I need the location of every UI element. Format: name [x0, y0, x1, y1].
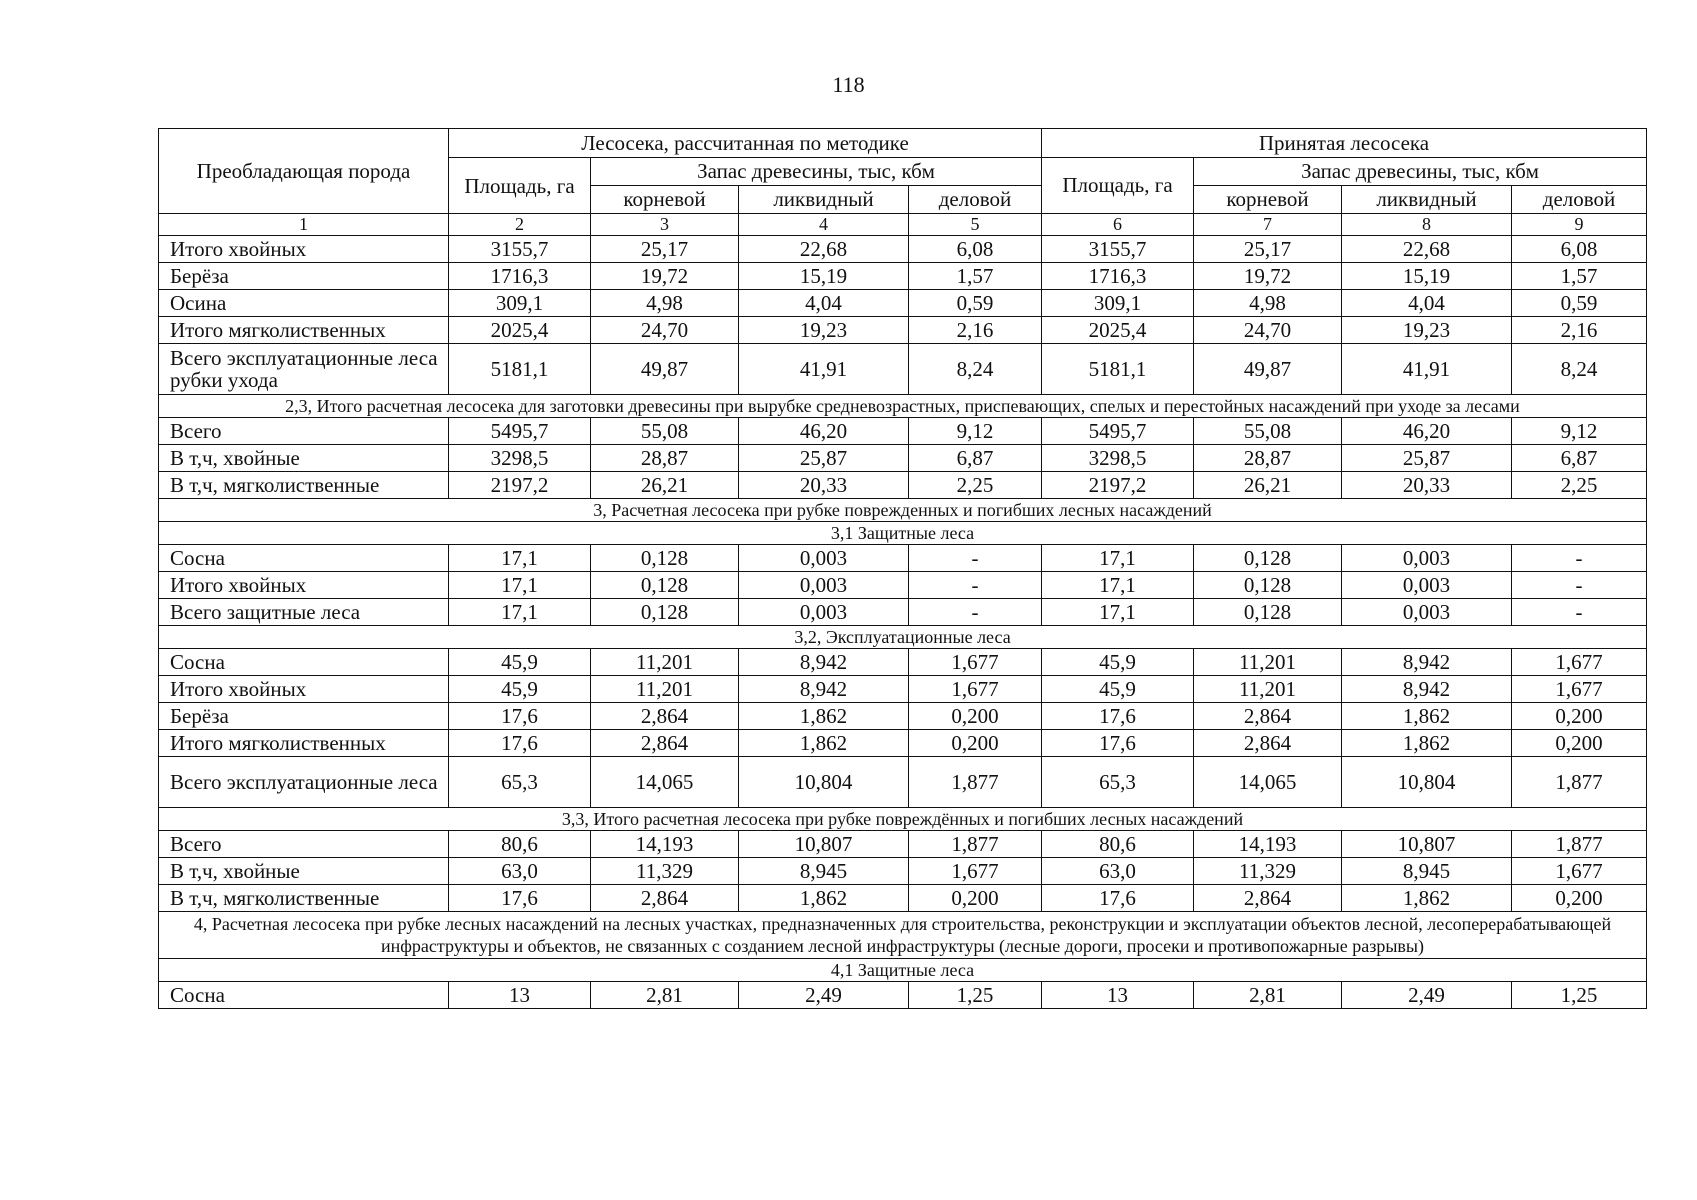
species-cell: В т,ч, хвойные: [159, 445, 449, 472]
value-cell: 2,25: [1512, 472, 1647, 499]
value-cell: 1,862: [1342, 703, 1512, 730]
value-cell: 2,864: [591, 703, 739, 730]
species-cell: Сосна: [159, 649, 449, 676]
species-cell: Итого хвойных: [159, 236, 449, 263]
value-cell: 20,33: [739, 472, 909, 499]
value-cell: 1,677: [909, 676, 1042, 703]
header-business-accepted: деловой: [1512, 186, 1647, 214]
value-cell: -: [1512, 599, 1647, 626]
value-cell: 4,04: [1342, 290, 1512, 317]
value-cell: 5495,7: [449, 418, 591, 445]
table-row: [159, 236, 1647, 263]
value-cell: 8,942: [1342, 676, 1512, 703]
species-cell: Всего эксплуатационные леса: [159, 757, 449, 808]
column-number: 5: [909, 214, 1042, 236]
value-cell: 1,57: [909, 263, 1042, 290]
value-cell: 14,193: [1194, 831, 1342, 858]
table-row: [159, 290, 1647, 317]
value-cell: 1,677: [1512, 649, 1647, 676]
value-cell: 1,677: [1512, 676, 1647, 703]
value-cell: 0,200: [909, 703, 1042, 730]
value-cell: 8,942: [1342, 649, 1512, 676]
value-cell: 46,20: [1342, 418, 1512, 445]
value-cell: 3155,7: [449, 236, 591, 263]
value-cell: 3298,5: [1042, 445, 1194, 472]
value-cell: 13: [449, 982, 591, 1009]
value-cell: 0,003: [739, 545, 909, 572]
value-cell: 11,329: [591, 858, 739, 885]
value-cell: 0,200: [909, 885, 1042, 912]
value-cell: 1,877: [1512, 831, 1647, 858]
value-cell: 0,003: [1342, 545, 1512, 572]
value-cell: 17,1: [1042, 572, 1194, 599]
value-cell: 14,193: [591, 831, 739, 858]
table-row: [159, 757, 1647, 808]
section-header-row: [159, 499, 1647, 522]
value-cell: 1,877: [909, 831, 1042, 858]
value-cell: 22,68: [1342, 236, 1512, 263]
value-cell: 2,864: [1194, 703, 1342, 730]
table-row: [159, 649, 1647, 676]
table-row: [159, 982, 1647, 1009]
value-cell: 14,065: [591, 757, 739, 808]
section-header-row: [159, 912, 1647, 959]
value-cell: 14,065: [1194, 757, 1342, 808]
value-cell: 17,6: [1042, 730, 1194, 757]
value-cell: 17,6: [1042, 885, 1194, 912]
header-root-calc: корневой: [591, 186, 739, 214]
value-cell: 2,16: [909, 317, 1042, 344]
column-number: 4: [739, 214, 909, 236]
section-header-row: [159, 522, 1647, 545]
value-cell: 2,864: [1194, 730, 1342, 757]
value-cell: 0,59: [1512, 290, 1647, 317]
column-number: 8: [1342, 214, 1512, 236]
value-cell: 0,128: [591, 572, 739, 599]
value-cell: 2,864: [591, 885, 739, 912]
value-cell: 1,677: [1512, 858, 1647, 885]
species-cell: Всего защитные леса: [159, 599, 449, 626]
value-cell: 49,87: [1194, 344, 1342, 395]
value-cell: 25,87: [1342, 445, 1512, 472]
species-cell: Всего эксплуатационные леса рубки ухода: [159, 344, 449, 395]
value-cell: 11,201: [1194, 649, 1342, 676]
value-cell: 4,04: [739, 290, 909, 317]
section-header-row: [159, 395, 1647, 418]
species-cell: Итого мягколиственных: [159, 317, 449, 344]
felling-table: [158, 128, 1647, 1009]
value-cell: 45,9: [449, 649, 591, 676]
value-cell: 4,98: [1194, 290, 1342, 317]
value-cell: 25,87: [739, 445, 909, 472]
species-cell: В т,ч, мягколиственные: [159, 472, 449, 499]
value-cell: 17,1: [449, 599, 591, 626]
value-cell: 55,08: [1194, 418, 1342, 445]
table-row: [159, 572, 1647, 599]
value-cell: 0,200: [1512, 885, 1647, 912]
value-cell: 80,6: [449, 831, 591, 858]
value-cell: 9,12: [1512, 418, 1647, 445]
value-cell: 1,862: [1342, 730, 1512, 757]
value-cell: 5181,1: [1042, 344, 1194, 395]
value-cell: 3298,5: [449, 445, 591, 472]
value-cell: 10,804: [1342, 757, 1512, 808]
value-cell: 0,128: [1194, 599, 1342, 626]
value-cell: 309,1: [1042, 290, 1194, 317]
page-number: 118: [832, 72, 865, 97]
value-cell: 19,23: [739, 317, 909, 344]
value-cell: -: [909, 545, 1042, 572]
column-number-row: [159, 214, 1647, 236]
value-cell: 6,87: [1512, 445, 1647, 472]
value-cell: 17,6: [449, 703, 591, 730]
value-cell: 0,003: [739, 572, 909, 599]
header-area-accepted: Площадь, га: [1042, 158, 1194, 214]
value-cell: -: [909, 599, 1042, 626]
section-header-row: [159, 626, 1647, 649]
value-cell: 3155,7: [1042, 236, 1194, 263]
header-calc-group: Лесосека, рассчитанная по методике: [449, 129, 1042, 158]
value-cell: 63,0: [449, 858, 591, 885]
value-cell: 2197,2: [1042, 472, 1194, 499]
value-cell: 1,877: [909, 757, 1042, 808]
value-cell: 22,68: [739, 236, 909, 263]
section-title: 3, Расчетная лесосека при рубке поврежденных и погибших лесных насаждений: [159, 499, 1647, 522]
value-cell: 6,08: [1512, 236, 1647, 263]
species-cell: Всего: [159, 831, 449, 858]
table-row: [159, 317, 1647, 344]
species-cell: Всего: [159, 418, 449, 445]
value-cell: 5495,7: [1042, 418, 1194, 445]
header-business-calc: деловой: [909, 186, 1042, 214]
value-cell: 17,1: [1042, 545, 1194, 572]
value-cell: 11,201: [591, 649, 739, 676]
section-title: 3,1 Защитные леса: [159, 522, 1647, 545]
header-liquid-accepted: ликвидный: [1342, 186, 1512, 214]
value-cell: 10,807: [1342, 831, 1512, 858]
value-cell: 309,1: [449, 290, 591, 317]
value-cell: 17,6: [449, 885, 591, 912]
table-row: [159, 703, 1647, 730]
value-cell: 2197,2: [449, 472, 591, 499]
section-title: 4, Расчетная лесосека при рубке лесных насаждений на лесных участках, предназначенных для строительства, реконструкции и эксплуатации объектов лесной, лесоперерабатывающей инфраструктуры и объектов, не связанных с созданием лесной инфраструктуры (лесные дороги, просеки и противопожарные разрывы): [159, 912, 1647, 959]
species-cell: Берёза: [159, 263, 449, 290]
value-cell: 11,329: [1194, 858, 1342, 885]
column-number: 9: [1512, 214, 1647, 236]
value-cell: 46,20: [739, 418, 909, 445]
value-cell: 17,1: [449, 572, 591, 599]
value-cell: 15,19: [1342, 263, 1512, 290]
value-cell: 2,81: [1194, 982, 1342, 1009]
column-number: 6: [1042, 214, 1194, 236]
value-cell: 8,24: [909, 344, 1042, 395]
value-cell: 8,942: [739, 649, 909, 676]
value-cell: 55,08: [591, 418, 739, 445]
table-row: [159, 831, 1647, 858]
table-row: [159, 676, 1647, 703]
column-number: 2: [449, 214, 591, 236]
value-cell: 8,942: [739, 676, 909, 703]
value-cell: 2,49: [1342, 982, 1512, 1009]
value-cell: 8,24: [1512, 344, 1647, 395]
value-cell: 2,864: [591, 730, 739, 757]
value-cell: 19,72: [1194, 263, 1342, 290]
value-cell: 25,17: [591, 236, 739, 263]
value-cell: 6,08: [909, 236, 1042, 263]
value-cell: 5181,1: [449, 344, 591, 395]
value-cell: 1,862: [1342, 885, 1512, 912]
header-area-calc: Площадь, га: [449, 158, 591, 214]
value-cell: 1,862: [739, 703, 909, 730]
value-cell: 63,0: [1042, 858, 1194, 885]
value-cell: 0,128: [591, 545, 739, 572]
value-cell: 28,87: [591, 445, 739, 472]
value-cell: 0,128: [591, 599, 739, 626]
value-cell: 11,201: [1194, 676, 1342, 703]
value-cell: -: [909, 572, 1042, 599]
value-cell: 28,87: [1194, 445, 1342, 472]
value-cell: 1,25: [1512, 982, 1647, 1009]
header-species: Преобладающая порода: [159, 129, 449, 214]
table-row: [159, 730, 1647, 757]
species-cell: Итого хвойных: [159, 572, 449, 599]
value-cell: 10,807: [739, 831, 909, 858]
value-cell: 2,16: [1512, 317, 1647, 344]
value-cell: 1,862: [739, 730, 909, 757]
value-cell: 65,3: [1042, 757, 1194, 808]
value-cell: 24,70: [1194, 317, 1342, 344]
value-cell: 1,25: [909, 982, 1042, 1009]
value-cell: 8,945: [1342, 858, 1512, 885]
table-row: [159, 263, 1647, 290]
column-number: 1: [159, 214, 449, 236]
value-cell: 0,128: [1194, 572, 1342, 599]
species-cell: В т,ч, хвойные: [159, 858, 449, 885]
section-title: 3,2, Эксплуатационные леса: [159, 626, 1647, 649]
value-cell: 2,25: [909, 472, 1042, 499]
value-cell: 65,3: [449, 757, 591, 808]
value-cell: 10,804: [739, 757, 909, 808]
header-liquid-calc: ликвидный: [739, 186, 909, 214]
value-cell: 41,91: [1342, 344, 1512, 395]
value-cell: 4,98: [591, 290, 739, 317]
value-cell: 0,200: [1512, 703, 1647, 730]
value-cell: 1,57: [1512, 263, 1647, 290]
species-cell: Сосна: [159, 982, 449, 1009]
value-cell: 80,6: [1042, 831, 1194, 858]
value-cell: 0,003: [1342, 572, 1512, 599]
section-header-row: [159, 959, 1647, 982]
value-cell: 20,33: [1342, 472, 1512, 499]
species-cell: Осина: [159, 290, 449, 317]
value-cell: 45,9: [1042, 649, 1194, 676]
species-cell: В т,ч, мягколиственные: [159, 885, 449, 912]
table-header: [159, 129, 1647, 236]
value-cell: 45,9: [449, 676, 591, 703]
value-cell: 0,59: [909, 290, 1042, 317]
value-cell: 24,70: [591, 317, 739, 344]
species-cell: Берёза: [159, 703, 449, 730]
table-body: [159, 236, 1647, 1009]
species-cell: Итого хвойных: [159, 676, 449, 703]
value-cell: 1,877: [1512, 757, 1647, 808]
section-header-row: [159, 808, 1647, 831]
table-row: [159, 418, 1647, 445]
value-cell: 0,200: [909, 730, 1042, 757]
value-cell: 9,12: [909, 418, 1042, 445]
value-cell: 8,945: [739, 858, 909, 885]
value-cell: 13: [1042, 982, 1194, 1009]
species-cell: Итого мягколиственных: [159, 730, 449, 757]
value-cell: 41,91: [739, 344, 909, 395]
table-row: [159, 545, 1647, 572]
value-cell: 6,87: [909, 445, 1042, 472]
value-cell: 0,003: [739, 599, 909, 626]
value-cell: 26,21: [591, 472, 739, 499]
table-row: [159, 858, 1647, 885]
table-row: [159, 472, 1647, 499]
value-cell: 1,677: [909, 858, 1042, 885]
value-cell: 0,003: [1342, 599, 1512, 626]
value-cell: 2025,4: [449, 317, 591, 344]
value-cell: 15,19: [739, 263, 909, 290]
header-accepted-group: Принятая лесосека: [1042, 129, 1647, 158]
value-cell: 1716,3: [449, 263, 591, 290]
value-cell: 0,128: [1194, 545, 1342, 572]
value-cell: 19,23: [1342, 317, 1512, 344]
value-cell: 2,49: [739, 982, 909, 1009]
value-cell: 45,9: [1042, 676, 1194, 703]
value-cell: 26,21: [1194, 472, 1342, 499]
value-cell: 11,201: [591, 676, 739, 703]
value-cell: 49,87: [591, 344, 739, 395]
value-cell: 19,72: [591, 263, 739, 290]
section-title: 4,1 Защитные леса: [159, 959, 1647, 982]
value-cell: 1716,3: [1042, 263, 1194, 290]
value-cell: 1,862: [739, 885, 909, 912]
value-cell: -: [1512, 572, 1647, 599]
value-cell: 2025,4: [1042, 317, 1194, 344]
value-cell: 0,200: [1512, 730, 1647, 757]
header-stock-calc: Запас древесины, тыс, кбм: [591, 158, 1042, 186]
value-cell: 1,677: [909, 649, 1042, 676]
section-title: 2,3, Итого расчетная лесосека для заготовки древесины при вырубке средневозрастных, приспевающих, спелых и перестойных насаждений при уходе за лесами: [159, 395, 1647, 418]
value-cell: -: [1512, 545, 1647, 572]
value-cell: 17,6: [1042, 703, 1194, 730]
value-cell: 2,81: [591, 982, 739, 1009]
value-cell: 25,17: [1194, 236, 1342, 263]
value-cell: 2,864: [1194, 885, 1342, 912]
value-cell: 17,1: [1042, 599, 1194, 626]
column-number: 7: [1194, 214, 1342, 236]
table-row: [159, 599, 1647, 626]
table-row: [159, 344, 1647, 395]
section-title: 3,3, Итого расчетная лесосека при рубке повреждённых и погибших лесных насаждений: [159, 808, 1647, 831]
species-cell: Сосна: [159, 545, 449, 572]
table-row: [159, 445, 1647, 472]
header-root-accepted: корневой: [1194, 186, 1342, 214]
value-cell: 17,1: [449, 545, 591, 572]
table-row: [159, 885, 1647, 912]
header-stock-accepted: Запас древесины, тыс, кбм: [1194, 158, 1647, 186]
column-number: 3: [591, 214, 739, 236]
value-cell: 17,6: [449, 730, 591, 757]
